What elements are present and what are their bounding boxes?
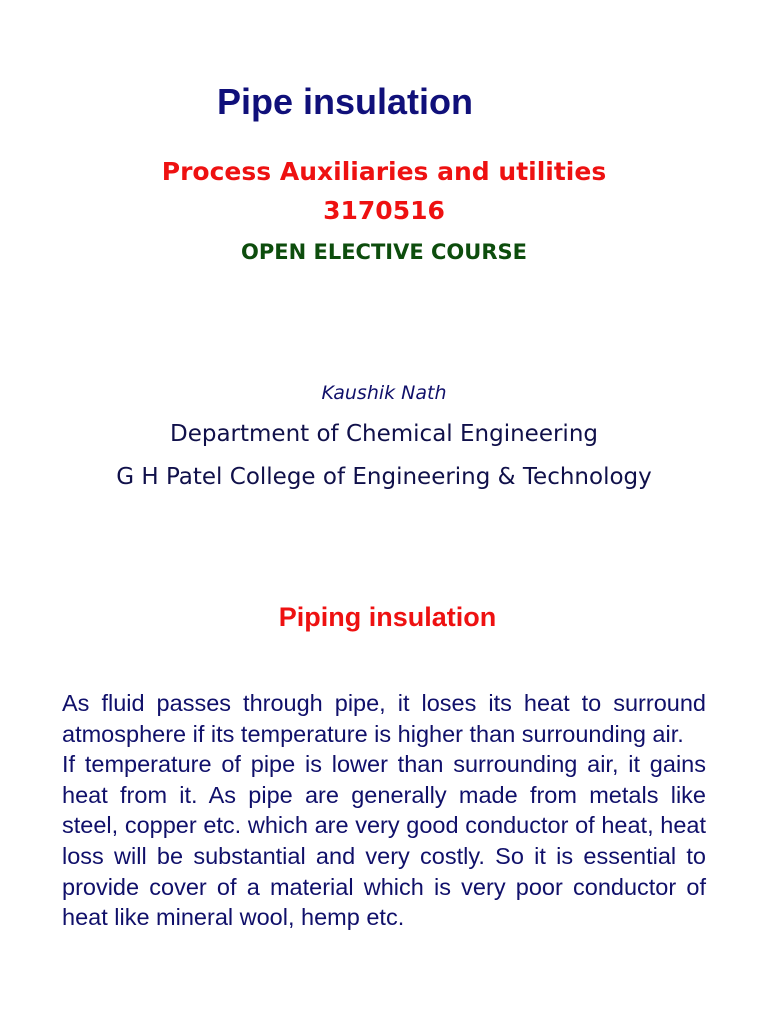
slide-heading: Piping insulation xyxy=(278,602,497,632)
course-name: Process Auxiliaries and utilities xyxy=(161,157,607,186)
college-name: G H Patel College of Engineering & Technology xyxy=(116,464,652,490)
author-name: Kaushik Nath xyxy=(321,382,447,404)
slide-title: Pipe insulation xyxy=(217,81,474,122)
course-code: 3170516 xyxy=(323,196,445,225)
course-type: OPEN ELECTIVE COURSE xyxy=(241,240,527,264)
content-slide xyxy=(0,512,768,1024)
body-paragraph-2: If temperature of pipe is lower than surrounding air, it gains heat from it. As pipe are generally made from metals like steel, copper etc. which are very good conductor of heat, heat loss will be substantial and very costly. So it is essential to provide cover of a material which is very poor conductor of heat like mineral wool, hemp etc. xyxy=(62,751,706,931)
slide-body xyxy=(62,688,706,933)
body-paragraph-1: As fluid passes through pipe, it loses its heat to surround atmosphere if its temperature is higher than surrounding air. xyxy=(62,690,706,747)
department-name: Department of Chemical Engineering xyxy=(170,421,598,447)
